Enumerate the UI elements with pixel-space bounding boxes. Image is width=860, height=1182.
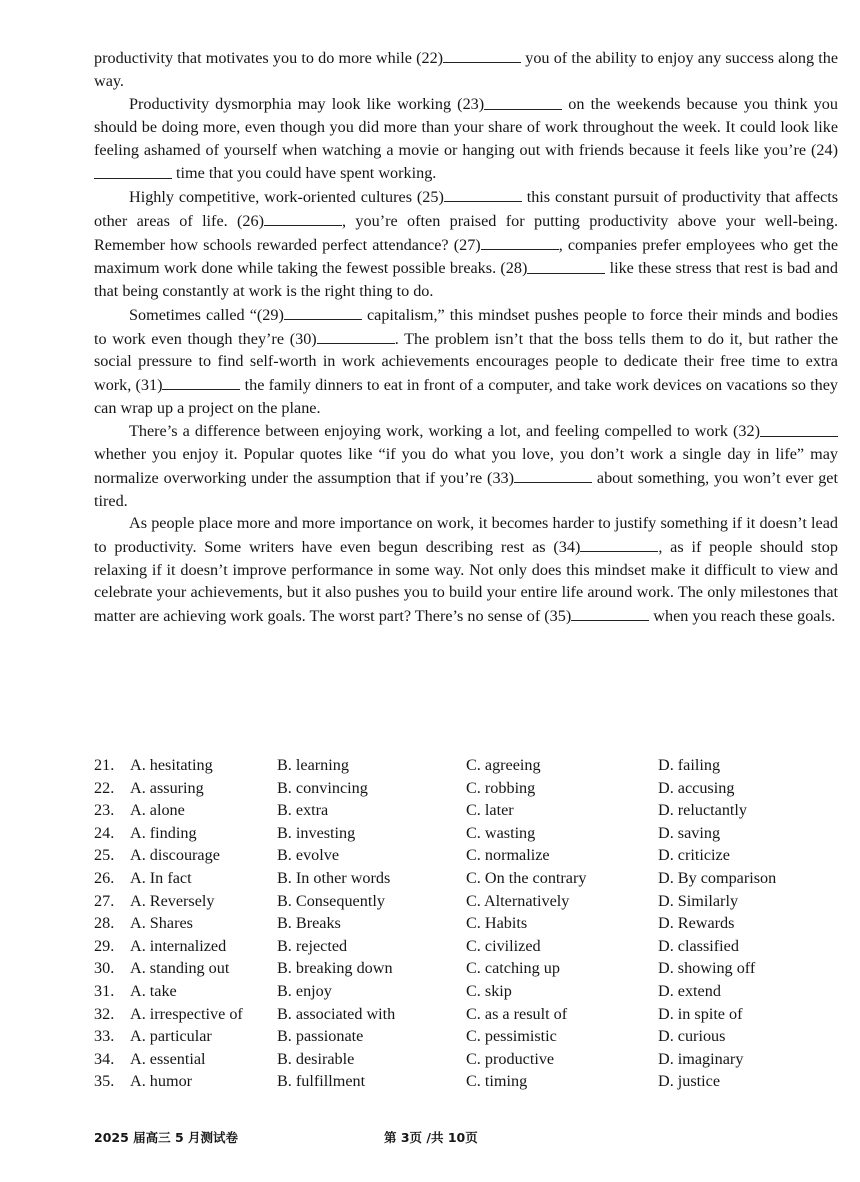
passage-text: like these stress that rest is bad and that being constantly at work is the right thing to do.: [94, 259, 838, 301]
passage-text: . The problem isn’t that the boss tells them to do it, but rather the social pressure to find self-worth in work achievements encourages people to dedicate their free time to extra work, (31): [94, 329, 839, 395]
option-a: A. humor: [130, 1072, 193, 1091]
option-a: A. finding: [130, 823, 197, 842]
option-b: B. passionate: [277, 1027, 364, 1046]
question-number: 29.: [94, 936, 115, 955]
option-d: D. imaginary: [658, 1049, 744, 1068]
answer-blank-33: [514, 466, 592, 483]
option-d: D. Similarly: [658, 891, 739, 910]
option-row: [94, 799, 854, 822]
option-row: [94, 957, 854, 980]
option-d: D. failing: [658, 756, 721, 774]
option-c: C. catching up: [466, 959, 560, 978]
option-a: A. assuring: [130, 778, 204, 797]
question-number: 30.: [94, 959, 115, 978]
answer-blank-27: [481, 233, 559, 250]
option-a: A. internalized: [130, 936, 227, 955]
option-a: A. hesitating: [130, 756, 213, 774]
question-number: 22.: [94, 778, 115, 797]
option-row: [94, 822, 854, 845]
option-c: C. On the contrary: [466, 868, 587, 887]
option-b: B. evolve: [277, 846, 340, 865]
option-a: A. essential: [130, 1049, 206, 1068]
passage-text: Highly competitive, work-oriented cultures (25): [129, 188, 444, 207]
option-c: C. wasting: [466, 823, 536, 842]
option-b: B. Consequently: [277, 891, 385, 910]
passage-paragraph: [94, 512, 838, 627]
passage-text: , as if people should stop relaxing if it doesn’t improve performance in some way. Not only does this mindset make it difficult to view and celebrate your achievements, but it also pushes you to build your entire life around work. The only milestones that matter are achieving work goals. The worst part? There’s no sense of (35): [94, 537, 838, 625]
passage-text: when you reach these goals.: [649, 606, 836, 625]
question-number: 32.: [94, 1004, 115, 1023]
option-a: A. take: [130, 981, 177, 1000]
option-d: D. in spite of: [658, 1004, 743, 1023]
question-number: 23.: [94, 801, 115, 820]
option-d: D. extend: [658, 981, 721, 1000]
question-number: 33.: [94, 1027, 115, 1046]
passage-text: There’s a difference between enjoying work, working a lot, and feeling compelled to work (32): [129, 422, 760, 441]
passage-text: Sometimes called “(29): [129, 306, 284, 325]
option-b: B. learning: [277, 756, 349, 774]
option-a: A. discourage: [130, 846, 220, 865]
option-c: C. robbing: [466, 778, 536, 797]
passage-paragraph: [94, 419, 838, 512]
option-b: B. desirable: [277, 1049, 355, 1068]
option-d: D. reluctantly: [658, 801, 747, 820]
option-row: [94, 754, 854, 777]
option-row: [94, 890, 854, 913]
option-b: B. investing: [277, 823, 356, 842]
answer-blank-35: [571, 604, 649, 621]
option-d: D. Rewards: [658, 914, 735, 933]
option-b: B. Breaks: [277, 914, 341, 933]
passage-paragraph: [94, 92, 838, 185]
option-c: C. timing: [466, 1072, 528, 1091]
answer-blank-29: [284, 303, 362, 320]
option-d: D. showing off: [658, 959, 756, 978]
question-number: 27.: [94, 891, 115, 910]
question-number: 21.: [94, 756, 115, 774]
passage-text: about something, you won’t ever get tired.: [94, 468, 838, 510]
option-row: [94, 1003, 854, 1026]
option-d: D. criticize: [658, 846, 730, 865]
answer-blank-24: [94, 161, 172, 178]
option-c: C. normalize: [466, 846, 550, 865]
question-number: 24.: [94, 823, 115, 842]
option-row: [94, 980, 854, 1003]
option-row: [94, 844, 854, 867]
passage-text: productivity that motivates you to do more while (22): [94, 49, 444, 68]
answer-blank-31: [162, 373, 240, 390]
option-b: B. associated with: [277, 1004, 396, 1023]
option-row: [94, 867, 854, 890]
answer-blank-23: [484, 92, 562, 109]
option-a: A. particular: [130, 1027, 212, 1046]
option-b: B. fulfillment: [277, 1072, 366, 1091]
answer-blank-26: [264, 209, 342, 226]
question-number: 26.: [94, 868, 115, 887]
exam-title: 2025 届高三 5 月测试卷: [94, 1130, 239, 1145]
option-c: C. as a result of: [466, 1004, 568, 1023]
option-d: D. accusing: [658, 778, 735, 797]
question-number: 35.: [94, 1072, 115, 1091]
page-number: 第 3页 /共 10页: [384, 1130, 478, 1145]
answer-blank-22: [443, 46, 521, 63]
option-c: C. civilized: [466, 936, 541, 955]
passage-text: time that you could have spent working.: [172, 164, 437, 183]
option-c: C. later: [466, 801, 514, 820]
passage-text: As people place more and more importance on work, it becomes harder to justify something if it doesn’t lead to productivity. Some writers have even begun describing rest as (34): [94, 514, 838, 556]
answer-blank-34: [580, 535, 658, 552]
passage-text: you of the ability to enjoy any success along the way.: [94, 49, 839, 90]
passage-text: , you’re often praised for putting productivity above your well-being. Remember how schools rewarded perfect attendance? (27): [94, 212, 839, 254]
answer-blank-32: [760, 419, 838, 436]
option-row: [94, 777, 854, 800]
page-footer: [94, 1128, 838, 1150]
option-a: A. standing out: [130, 959, 230, 978]
option-d: D. justice: [658, 1072, 721, 1091]
option-c: C. skip: [466, 981, 512, 1000]
passage-text: Productivity dysmorphia may look like working (23): [129, 95, 485, 114]
option-d: D. By comparison: [658, 868, 777, 887]
option-row: [94, 1048, 854, 1071]
passage-text: this constant pursuit of productivity that affects other areas of life. (26): [94, 188, 838, 231]
option-b: B. In other words: [277, 868, 391, 887]
passage-paragraph: [94, 185, 838, 303]
passage-text: the family dinners to eat in front of a computer, and take work devices on vacations so they can wrap up a project on the plane.: [94, 376, 838, 417]
option-d: D. curious: [658, 1027, 726, 1046]
option-b: B. breaking down: [277, 959, 393, 978]
option-c: C. pessimistic: [466, 1027, 557, 1046]
answer-blank-28: [527, 256, 605, 273]
cloze-passage: [94, 46, 838, 627]
passage-text: , companies prefer employees who get the maximum work done while taking the fewest possible breaks. (28): [94, 235, 839, 278]
option-b: B. extra: [277, 801, 329, 820]
option-a: A. Reversely: [130, 891, 215, 910]
answer-blank-25: [444, 185, 522, 202]
option-b: B. rejected: [277, 936, 348, 955]
question-number: 25.: [94, 846, 115, 865]
option-c: C. productive: [466, 1049, 555, 1068]
option-a: A. alone: [130, 801, 185, 820]
option-row: [94, 935, 854, 958]
option-b: B. enjoy: [277, 981, 332, 1000]
passage-paragraph: [94, 46, 838, 92]
answer-blank-30: [317, 327, 395, 344]
passage-text: on the weekends because you think you should be doing more, even though you did more than your share of work throughout the week. It could look like feeling ashamed of yourself when watching a movie or hanging out with friends because it feels like you’re (24): [94, 95, 838, 159]
option-c: C. Alternatively: [466, 891, 570, 910]
option-row: [94, 1025, 854, 1048]
option-a: A. Shares: [130, 914, 193, 933]
option-d: D. classified: [658, 936, 739, 955]
answer-options: [94, 754, 854, 1093]
question-number: 31.: [94, 981, 115, 1000]
passage-text: capitalism,” this mindset pushes people to force their minds and bodies to work even though they’re (30): [94, 306, 838, 348]
question-number: 28.: [94, 914, 115, 933]
option-row: [94, 912, 854, 935]
question-number: 34.: [94, 1049, 115, 1068]
option-b: B. convincing: [277, 778, 368, 797]
passage-paragraph: [94, 303, 838, 420]
option-c: C. agreeing: [466, 756, 541, 774]
option-a: A. irrespective of: [130, 1004, 243, 1023]
option-row: [94, 1070, 854, 1093]
passage-text: whether you enjoy it. Popular quotes like “if you do what you love, you don’t work a single day in life” may normalize overworking under the assumption that if you’re (33): [94, 445, 838, 487]
option-d: D. saving: [658, 823, 721, 842]
option-c: C. Habits: [466, 914, 528, 933]
option-a: A. In fact: [130, 868, 192, 887]
